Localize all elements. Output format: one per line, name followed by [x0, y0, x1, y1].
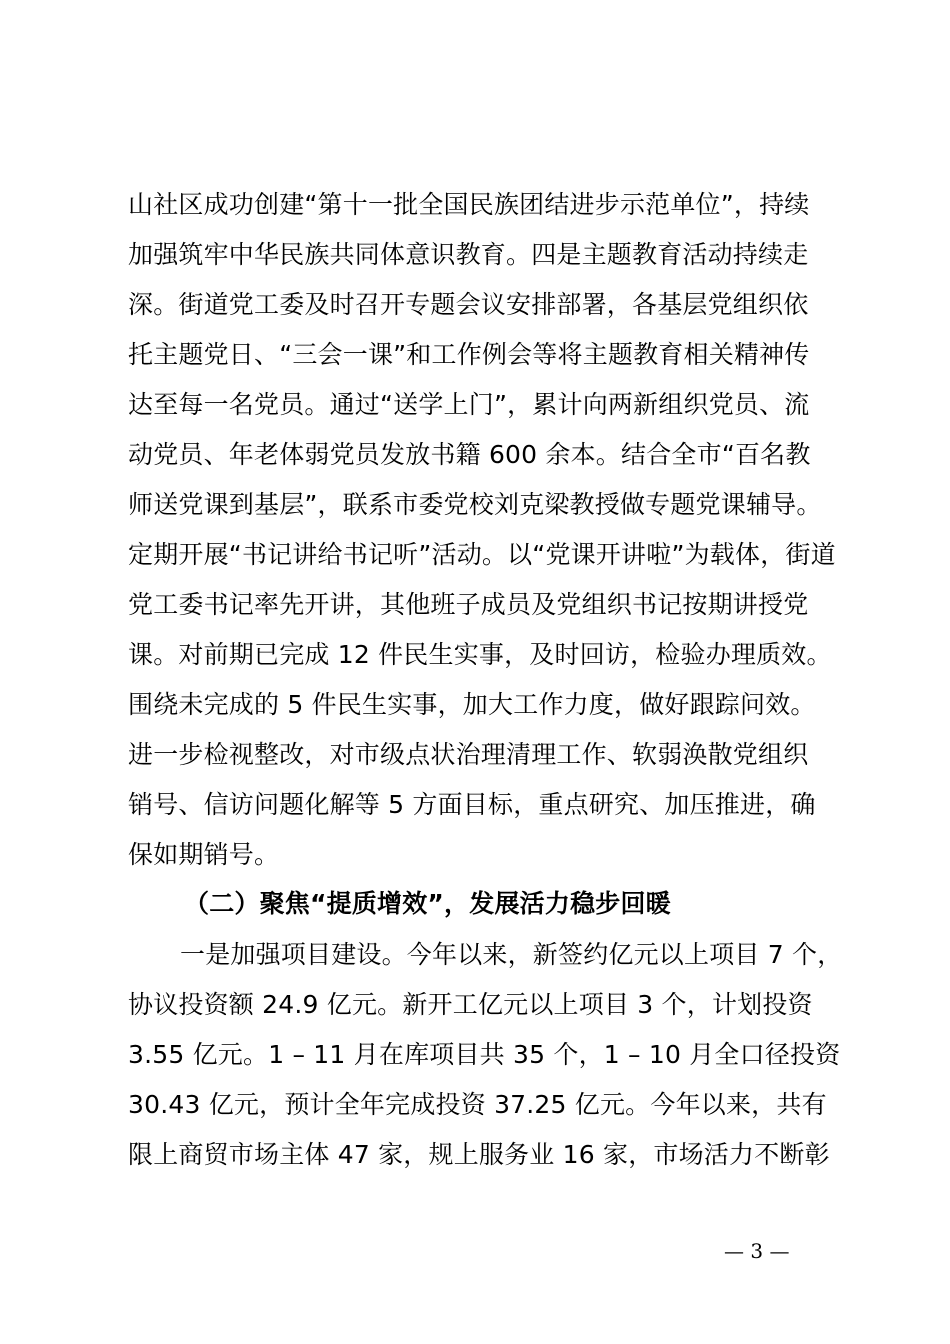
paragraph-line: 30.43 亿元，预计全年完成投资 37.25 亿元。今年以来，共有 — [128, 1090, 827, 1119]
paragraph-line: 课。对前期已完成 12 件民生实事，及时回访，检验办理质效。 — [128, 640, 832, 669]
paragraph-line: 一是加强项目建设。今年以来，新签约亿元以上项目 7 个， — [180, 940, 843, 969]
paragraph-line: 进一步检视整改，对市级点状治理清理工作、软弱涣散党组织 — [128, 740, 809, 769]
paragraph-line: 党工委书记率先开讲，其他班子成员及党组织书记按期讲授党 — [128, 590, 809, 619]
paragraph-line: 深。街道党工委及时召开专题会议安排部署，各基层党组织依 — [128, 290, 809, 319]
paragraph-line: 山社区成功创建“第十一批全国民族团结进步示范单位”，持续 — [128, 190, 810, 219]
paragraph-line: 销号、信访问题化解等 5 方面目标，重点研究、加压推进，确 — [128, 790, 816, 819]
section-heading: （二）聚焦“提质增效”，发展活力稳步回暖 — [184, 889, 671, 918]
paragraph-line: 围绕未完成的 5 件民生实事，加大工作力度，做好跟踪问效。 — [128, 690, 816, 719]
paragraph-line: 达至每一名党员。通过“送学上门”，累计向两新组织党员、流 — [128, 390, 810, 419]
paragraph-line: 限上商贸市场主体 47 家，规上服务业 16 家，市场活力不断彰 — [128, 1140, 830, 1169]
paragraph-line: 3.55 亿元。1 – 11 月在库项目共 35 个，1 – 10 月全口径投资 — [128, 1040, 841, 1069]
paragraph-line: 加强筑牢中华民族共同体意识教育。四是主题教育活动持续走 — [128, 240, 809, 269]
paragraph-line: 托主题党日、“三会一课”和工作例会等将主题教育相关精神传 — [128, 340, 810, 369]
paragraph-line: 师送党课到基层”，联系市委党校刘克梁教授做专题党课辅导。 — [128, 490, 822, 519]
paragraph-line: 保如期销号。 — [128, 840, 280, 869]
paragraph-line: 动党员、年老体弱党员发放书籍 600 余本。结合全市“百名教 — [128, 440, 811, 469]
paragraph-line: 协议投资额 24.9 亿元。新开工亿元以上项目 3 个，计划投资 — [128, 990, 813, 1019]
paragraph-line: 定期开展“书记讲给书记听”活动。以“党课开讲啦”为载体，街道 — [128, 540, 836, 569]
page-number: — 3 — — [724, 1239, 790, 1263]
